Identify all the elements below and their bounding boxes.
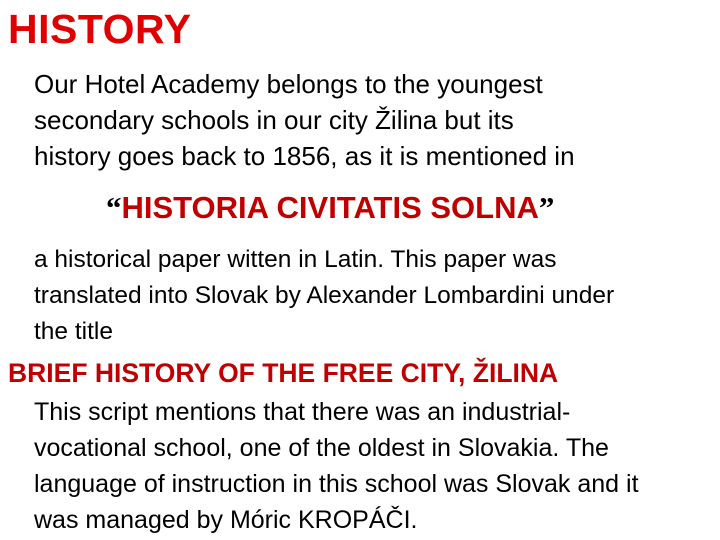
school-line-4: was managed by Móric KROPÁČI.	[34, 506, 418, 534]
intro-line-2: secondary schools in our city Žilina but its	[34, 105, 514, 135]
page-title: HISTORY	[8, 6, 192, 52]
intro-line-3: history goes back to 1856, as it is mentioned in	[34, 141, 575, 171]
translation-line-1: a historical paper witten in Latin. This paper was	[34, 246, 557, 273]
translation-line-3: the title	[34, 318, 113, 345]
open-quote: “	[106, 190, 122, 225]
source-title	[106, 190, 554, 226]
close-quote: ”	[538, 190, 555, 225]
school-paragraph	[34, 394, 718, 538]
school-line-2: vocational school, one of the oldest in Slovakia. The	[34, 434, 609, 462]
school-line-3: language of instruction in this school was Slovak and it	[34, 470, 639, 498]
school-line-1: This script mentions that there was an industrial-	[34, 398, 571, 426]
brief-history-title: BRIEF HISTORY OF THE FREE CITY, ŽILINA	[8, 358, 559, 388]
translation-line-2: translated into Slovak by Alexander Lombardini under	[34, 282, 615, 309]
translation-paragraph	[34, 242, 714, 350]
intro-paragraph	[34, 66, 714, 174]
intro-line-1: Our Hotel Academy belongs to the youngest	[34, 69, 543, 99]
source-title-text: HISTORIA CIVITATIS SOLNA	[121, 190, 539, 225]
